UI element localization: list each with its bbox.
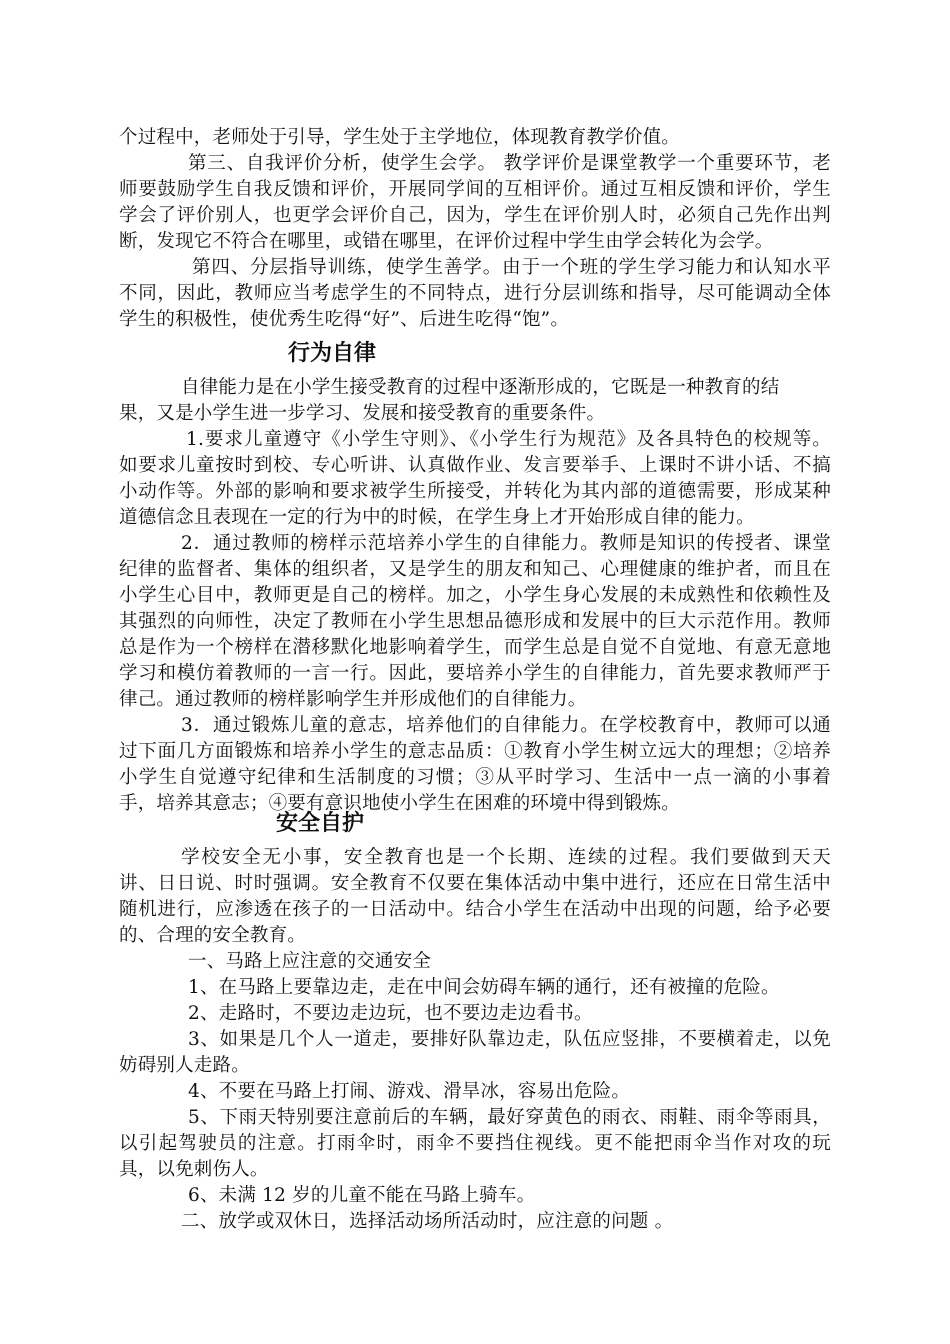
paragraph-line: 自律能力是在小学生接受教育的过程中逐渐形成的，它既是一种教育的结 (181, 377, 780, 398)
paragraph-line: 道德信念且表现在一定的行为中的时候，在学生身上才开始形成自律的能力。 (119, 507, 755, 528)
paragraph-line: 师要鼓励学生自我反馈和评价，开展同学间的互相评价。通过互相反馈和评价，学生 (119, 179, 831, 200)
paragraph-line: 学生的积极性，使优秀生吃得“好”、后进生吃得“饱”。 (119, 309, 570, 330)
list-item: 5、下雨天特别要注意前后的车辆，最好穿黄色的雨衣、雨鞋、雨伞等雨具， (188, 1107, 831, 1128)
paragraph-line: 手，培养其意志；④要有意识地使小学生在困难的环境中得到锻炼。 (119, 793, 681, 814)
section-heading: 行为自律 (288, 341, 377, 366)
paragraph-line: 小动作等。外部的影响和要求被学生所接受，并转化为其内部的道德需要，形成某种 (119, 481, 831, 502)
list-item: 2、走路时，不要边走边玩，也不要边走边看书。 (188, 1003, 593, 1024)
list-item: 1、在马路上要靠边走，走在中间会妨碍车辆的通行，还有被撞的危险。 (188, 977, 780, 998)
paragraph-line: 小学生心目中，教师更是自己的榜样。加之，小学生身心发展的未成熟性和依赖性及 (119, 585, 831, 606)
section-heading: 安全自护 (276, 811, 365, 836)
paragraph-line: 学校安全无小事，安全教育也是一个长期、连续的过程。我们要做到天天 (181, 847, 831, 868)
list-heading: 二、放学或双休日，选择活动场所活动时，应注意的问题 。 (181, 1211, 674, 1232)
paragraph-line: 2．通过教师的榜样示范培养小学生的自律能力。教师是知识的传授者、课堂 (181, 533, 831, 554)
list-item-continued: 妨碍别人走路。 (119, 1055, 250, 1076)
paragraph-line: 律己。通过教师的榜样影响学生并形成他们的自律能力。 (119, 689, 587, 710)
paragraph-line: 总是作为一个榜样在潜移默化地影响着学生，而学生总是自觉不自觉地、有意无意地 (119, 637, 831, 658)
paragraph-line: 讲、日日说、时时强调。安全教育不仅要在集体活动中集中进行，还应在日常生活中 (119, 873, 831, 894)
paragraph-line: 3．通过锻炼儿童的意志，培养他们的自律能力。在学校教育中，教师可以通 (181, 715, 831, 736)
paragraph-line: 果，又是小学生进一步学习、发展和接受教育的重要条件。 (119, 403, 606, 424)
paragraph-line: 1.要求儿童遵守《小学生守则》、《小学生行为规范》及各具特色的校规等。 (186, 429, 831, 450)
paragraph-line: 随机进行，应渗透在孩子的一日活动中。结合小学生在活动中出现的问题，给予必要 (119, 899, 831, 920)
paragraph-line: 其强烈的向师性，决定了教师在小学生思想品德形成和发展中的巨大示范作用。教师 (119, 611, 831, 632)
paragraph-line: 学会了评价别人，也更学会评价自己，因为，学生在评价别人时，必须自己先作出判 (119, 205, 831, 226)
list-item: 6、未满 12 岁的儿童不能在马路上骑车。 (188, 1185, 536, 1206)
paragraph-line: 纪律的监督者、集体的组织者，又是学生的朋友和知己、心理健康的维护者，而且在 (119, 559, 831, 580)
paragraph-line: 过下面几方面锻炼和培养小学生的意志品质：①教育小学生树立远大的理想；②培养 (119, 741, 831, 762)
paragraph-line: 不同，因此，教师应当考虑学生的不同特点，进行分层训练和指导，尽可能调动全体 (119, 283, 831, 304)
paragraph-line: 的、合理的安全教育。 (119, 925, 307, 946)
paragraph-line: 如要求儿童按时到校、专心听讲、认真做作业、发言要举手、上课时不讲小话、不搞 (119, 455, 831, 476)
list-item: 4、不要在马路上打闹、游戏、滑旱冰，容易出危险。 (188, 1081, 631, 1102)
list-item-continued: 具，以免刺伤人。 (119, 1159, 269, 1180)
paragraph-line: 学习和模仿着教师的一言一行。因此，要培养小学生的自律能力，首先要求教师严于 (119, 663, 831, 684)
paragraph-line: 第四、分层指导训练，使学生善学。由于一个班的学生学习能力和认知水平 (192, 257, 831, 278)
paragraph-line: 断，发现它不符合在哪里，或错在哪里，在评价过程中学生由学会转化为会学。 (119, 231, 774, 252)
paragraph-line: 个过程中，老师处于引导，学生处于主学地位，体现教育教学价值。 (119, 127, 681, 148)
list-heading: 一、马路上应注意的交通安全 (188, 951, 432, 972)
list-item: 3、如果是几个人一道走，要排好队靠边走，队伍应竖排，不要横着走，以免 (188, 1029, 831, 1050)
paragraph-line: 小学生自觉遵守纪律和生活制度的习惯；③从平时学习、生活中一点一滴的小事着 (119, 767, 831, 788)
paragraph-line: 第三、自我评价分析，使学生会学。 教学评价是课堂教学一个重要环节，老 (188, 153, 831, 174)
list-item-continued: 以引起驾驶员的注意。打雨伞时，雨伞不要挡住视线。更不能把雨伞当作对攻的玩 (119, 1133, 831, 1154)
